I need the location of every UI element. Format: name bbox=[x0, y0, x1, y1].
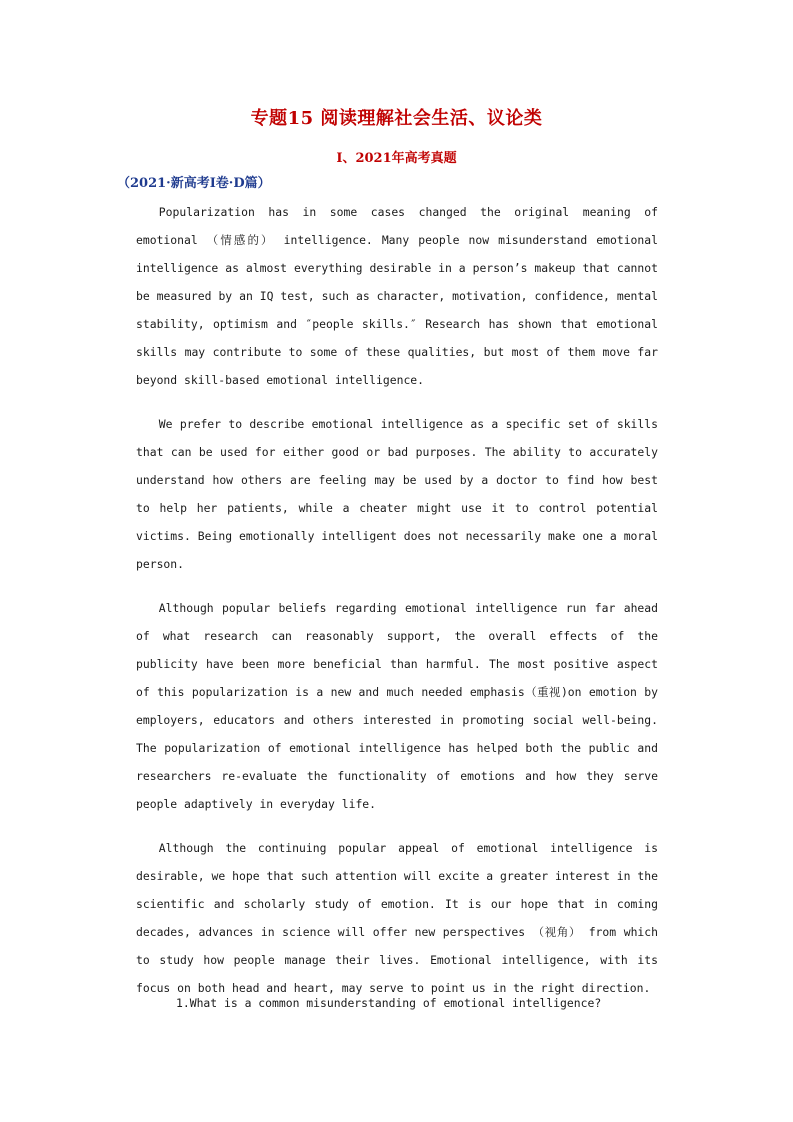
paragraph-4: Although the continuing popular appeal of emotional intelligence is desirable, we hope that such attention will excite a greater interest in the scientific and scholarly study of emotion. It is our hope that in coming decades, advances in science will offer new perspectives （视角） from which to study how people manage their lives. Emotional intelligence, with its focus on both head and heart, may serve to point us in the right direction. bbox=[136, 841, 658, 995]
reading-passage bbox=[136, 198, 658, 1018]
question-1: 1.What is a common misunderstanding of emotional intelligence? bbox=[176, 996, 602, 1010]
paragraph-3: Although popular beliefs regarding emotional intelligence run far ahead of what research can reasonably support, the overall effects of the publicity have been more beneficial than harmful. The most positive aspect of this popularization is a new and much needed emphasis（重视)on emotion by employers, educators and others interested in promoting social well-being. The popularization of emotional intelligence has helped both the public and researchers re-evaluate the functionality of emotions and how they serve people adaptively in everyday life. bbox=[136, 601, 658, 811]
document-title: 专题15 阅读理解社会生活、议论类 bbox=[250, 108, 543, 129]
paragraph-1: Popularization has in some cases changed the original meaning of emotional （情感的） intelligence. Many people now misunderstand emotional intelligence as almost everything desirable in a person’s makeup that cannot be measured by an IQ test, such as character, motivation, confidence, mental stability, optimism and ″people skills.″ Research has shown that emotional skills may contribute to some of these qualities, but most of them move far beyond skill-based emotional intelligence. bbox=[136, 205, 658, 387]
section-title: I、2021年高考真题 bbox=[336, 151, 457, 166]
source-label: （2021·新高考Ⅰ卷·D篇） bbox=[117, 176, 271, 191]
paragraph-2: We prefer to describe emotional intelligence as a specific set of skills that can be used for either good or bad purposes. The ability to accurately understand how others are feeling may be used by a doctor to find how best to help her patients, while a cheater might use it to control potential victims. Being emotionally intelligent does not necessarily make one a moral person. bbox=[136, 417, 658, 571]
